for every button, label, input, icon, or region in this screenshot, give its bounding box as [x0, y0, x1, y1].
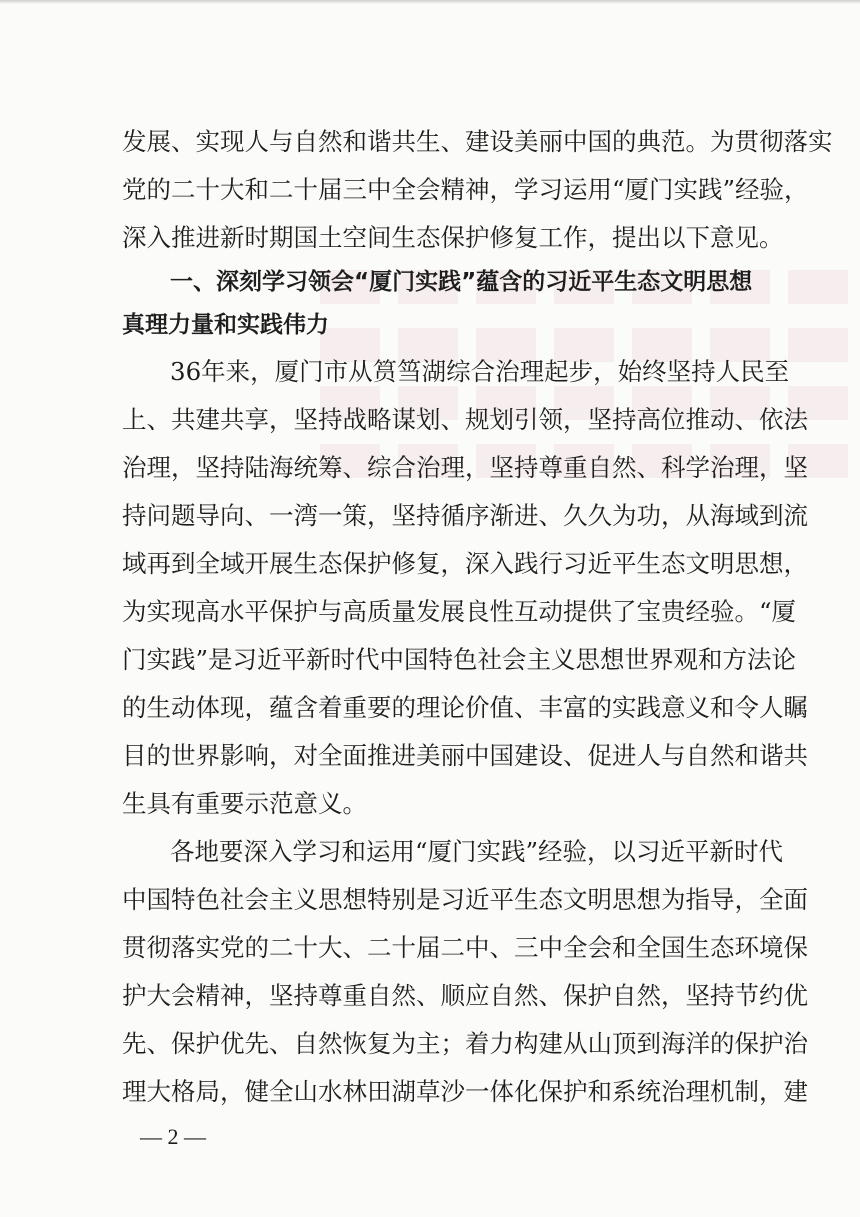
paragraph-line: 护大会精神，坚持尊重自然、顺应自然、保护自然，坚持节约优 — [122, 981, 808, 1010]
paragraph-line: 理大格局，健全山水林田湖草沙一体化保护和系统治理机制，建 — [122, 1077, 808, 1106]
body-text-line: 党的二十大和二十届三中全会精神，学习运用“厦门实践”经验， — [122, 175, 809, 204]
paragraph-line: 的生动体现，蕴含着重要的理论价值、丰富的实践意义和令人瞩 — [122, 693, 808, 722]
paragraph-line: 贯彻落实党的二十大、二十届二中、三中全会和全国生态环境保 — [122, 933, 808, 962]
paragraph-line: 域再到全域开展生态保护修复，深入践行习近平生态文明思想， — [122, 549, 808, 578]
section-heading-continuation: 真理力量和实践伟力 — [122, 312, 329, 338]
paragraph-line: 36年来，厦门市从筼筜湖综合治理起步，始终坚持人民至 — [170, 357, 790, 386]
paragraph-line: 为实现高水平保护与高质量发展良性互动提供了宝贵经验。“厦 — [122, 597, 797, 626]
paragraph-line: 治理，坚持陆海统筹、综合治理，坚持尊重自然、科学治理，坚 — [122, 453, 808, 482]
body-text-line: 发展、实现人与自然和谐共生、建设美丽中国的典范。为贯彻落实 — [122, 127, 833, 156]
section-heading: 一、深刻学习领会“厦门实践”蕴含的习近平生态文明思想 — [170, 269, 753, 295]
paragraph-line: 上、共建共享，坚持战略谋划、规划引领，坚持高位推动、依法 — [122, 405, 808, 434]
scan-top-edge — [0, 0, 860, 4]
paragraph-line: 持问题导向、一湾一策，坚持循序渐进、久久为功，从海域到流 — [122, 501, 808, 530]
paragraph-line: 门实践”是习近平新时代中国特色社会主义思想世界观和方法论 — [122, 645, 797, 674]
paragraph-line: 目的世界影响，对全面推进美丽中国建设、促进人与自然和谐共 — [122, 741, 808, 770]
bleed-through-watermark — [320, 270, 850, 530]
paragraph-line: 先、保护优先、自然恢复为主；着力构建从山顶到海洋的保护治 — [122, 1029, 808, 1058]
paragraph-line: 各地要深入学习和运用“厦门实践”经验，以习近平新时代 — [170, 837, 784, 866]
paragraph-line: 生具有重要示范意义。 — [122, 789, 367, 818]
page-number: — 2 — — [140, 1124, 206, 1149]
body-text-line: 深入推进新时期国土空间生态保护修复工作，提出以下意见。 — [122, 223, 784, 252]
paragraph-line: 中国特色社会主义思想特别是习近平生态文明思想为指导，全面 — [122, 885, 808, 914]
